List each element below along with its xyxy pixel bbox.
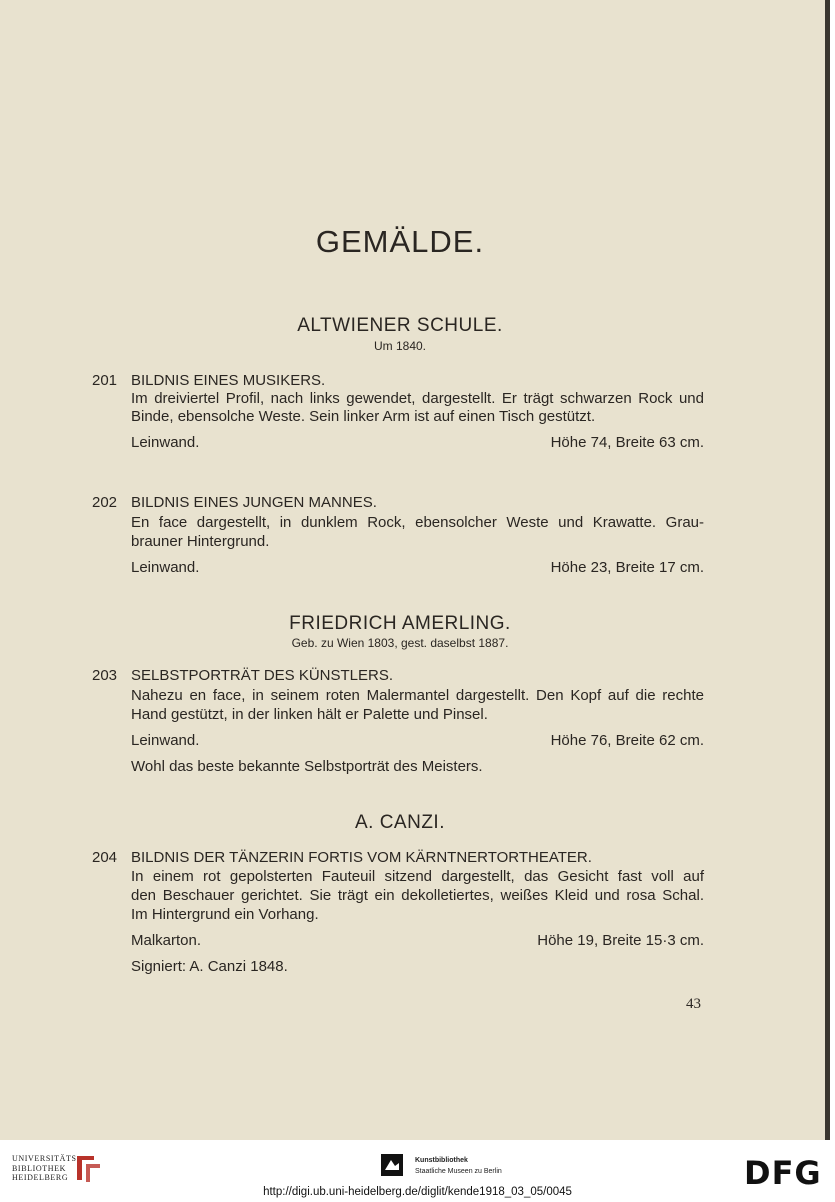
- entry-medium: Leinwand.: [131, 559, 200, 576]
- entry-note: Wohl das beste bekannte Selbstporträt des Meisters.: [131, 758, 483, 775]
- page-number: 43: [686, 996, 701, 1012]
- entry-medium: Leinwand.: [131, 732, 200, 749]
- entry-number: 203: [92, 667, 118, 684]
- section-subheading-amerling: Geb. zu Wien 1803, gest. daselbst 1887.: [291, 636, 509, 650]
- university-label-line: HEIDELBERG: [12, 1173, 69, 1182]
- entry-description-line: Binde, ebensolche Weste. Sein linker Arm ist auf einen Tisch gestützt.: [131, 408, 596, 425]
- entry-dimensions: Höhe 23, Breite 17 cm.: [550, 559, 704, 576]
- entry-description-line: brauner Hintergrund.: [131, 533, 270, 550]
- entry-dimensions: Höhe 74, Breite 63 cm.: [550, 434, 704, 451]
- page-edge: [825, 0, 830, 1140]
- entry-dimensions: Höhe 19, Breite 15·3 cm.: [537, 932, 704, 949]
- section-heading-amerling: FRIEDRICH AMERLING.: [289, 613, 511, 634]
- section-subheading-altwiener: Um 1840.: [373, 339, 427, 353]
- kunstbibliothek-logo-icon[interactable]: [381, 1154, 403, 1176]
- university-library-label[interactable]: [12, 1154, 77, 1183]
- entry-description-line: Nahezu en face, in seinem roten Malermantel dargestellt. Den Kopf auf die rechte: [131, 687, 704, 704]
- university-label-line: BIBLIOTHEK: [12, 1163, 66, 1173]
- viewer-footer: [0, 1140, 835, 1202]
- entry-number: 202: [92, 494, 118, 511]
- section-heading-canzi: A. CANZI.: [354, 812, 445, 833]
- section-heading-altwiener: ALTWIENER SCHULE.: [297, 315, 503, 336]
- entry-description-line: En face dargestellt, in dunklem Rock, ebensolcher Weste und Krawatte. Grau-: [131, 514, 704, 531]
- entry-description-line: den Beschauer gerichtet. Sie trägt ein dekolletiertes, weißes Kleid und rosa Schal.: [131, 887, 704, 904]
- entry-description-line: Hand gestützt, in der linken hält er Palette und Pinsel.: [131, 706, 488, 723]
- dfg-logo[interactable]: DFG: [744, 1154, 822, 1192]
- entry-title: SELBSTPORTRÄT DES KÜNSTLERS.: [131, 667, 394, 684]
- entry-description-line: Im dreiviertel Profil, nach links gewendet, dargestellt. Er trägt schwarzen Rock und: [131, 390, 704, 407]
- university-logo-icon[interactable]: [74, 1152, 102, 1184]
- entry-medium-row: [131, 559, 704, 576]
- permalink-url[interactable]: http://digi.ub.uni-heidelberg.de/diglit/kende1918_03_05/0045: [263, 1186, 572, 1198]
- entry-number: 201: [92, 372, 118, 389]
- kunstbibliothek-label[interactable]: [415, 1155, 502, 1177]
- entry-description-line: In einem rot gepolsterten Fauteuil sitzend dargestellt, das Gesicht fast voll auf: [131, 868, 704, 885]
- entry-dimensions: Höhe 76, Breite 62 cm.: [550, 732, 704, 749]
- entry-description-line: Im Hintergrund ein Vorhang.: [131, 906, 319, 923]
- kunstbibliothek-title: Kunstbibliothek: [415, 1157, 468, 1164]
- entry-medium-row: [131, 434, 704, 451]
- entry-medium-row: [131, 732, 704, 749]
- entry-note: Signiert: A. Canzi 1848.: [131, 958, 288, 975]
- page-title: GEMÄLDE.: [315, 224, 485, 259]
- entry-title: BILDNIS DER TÄNZERIN FORTIS VOM KÄRNTNERTORTHEATER.: [131, 849, 592, 866]
- entry-medium-row: [131, 932, 704, 949]
- entry-title: BILDNIS EINES MUSIKERS.: [131, 372, 326, 389]
- entry-medium: Leinwand.: [131, 434, 200, 451]
- kunstbibliothek-subtitle: Staatliche Museen zu Berlin: [415, 1168, 502, 1175]
- entry-title: BILDNIS EINES JUNGEN MANNES.: [131, 494, 377, 511]
- university-label-line: UNIVERSITÄTS: [12, 1154, 77, 1163]
- entry-number: 204: [92, 849, 118, 866]
- entry-medium: Malkarton.: [131, 932, 202, 949]
